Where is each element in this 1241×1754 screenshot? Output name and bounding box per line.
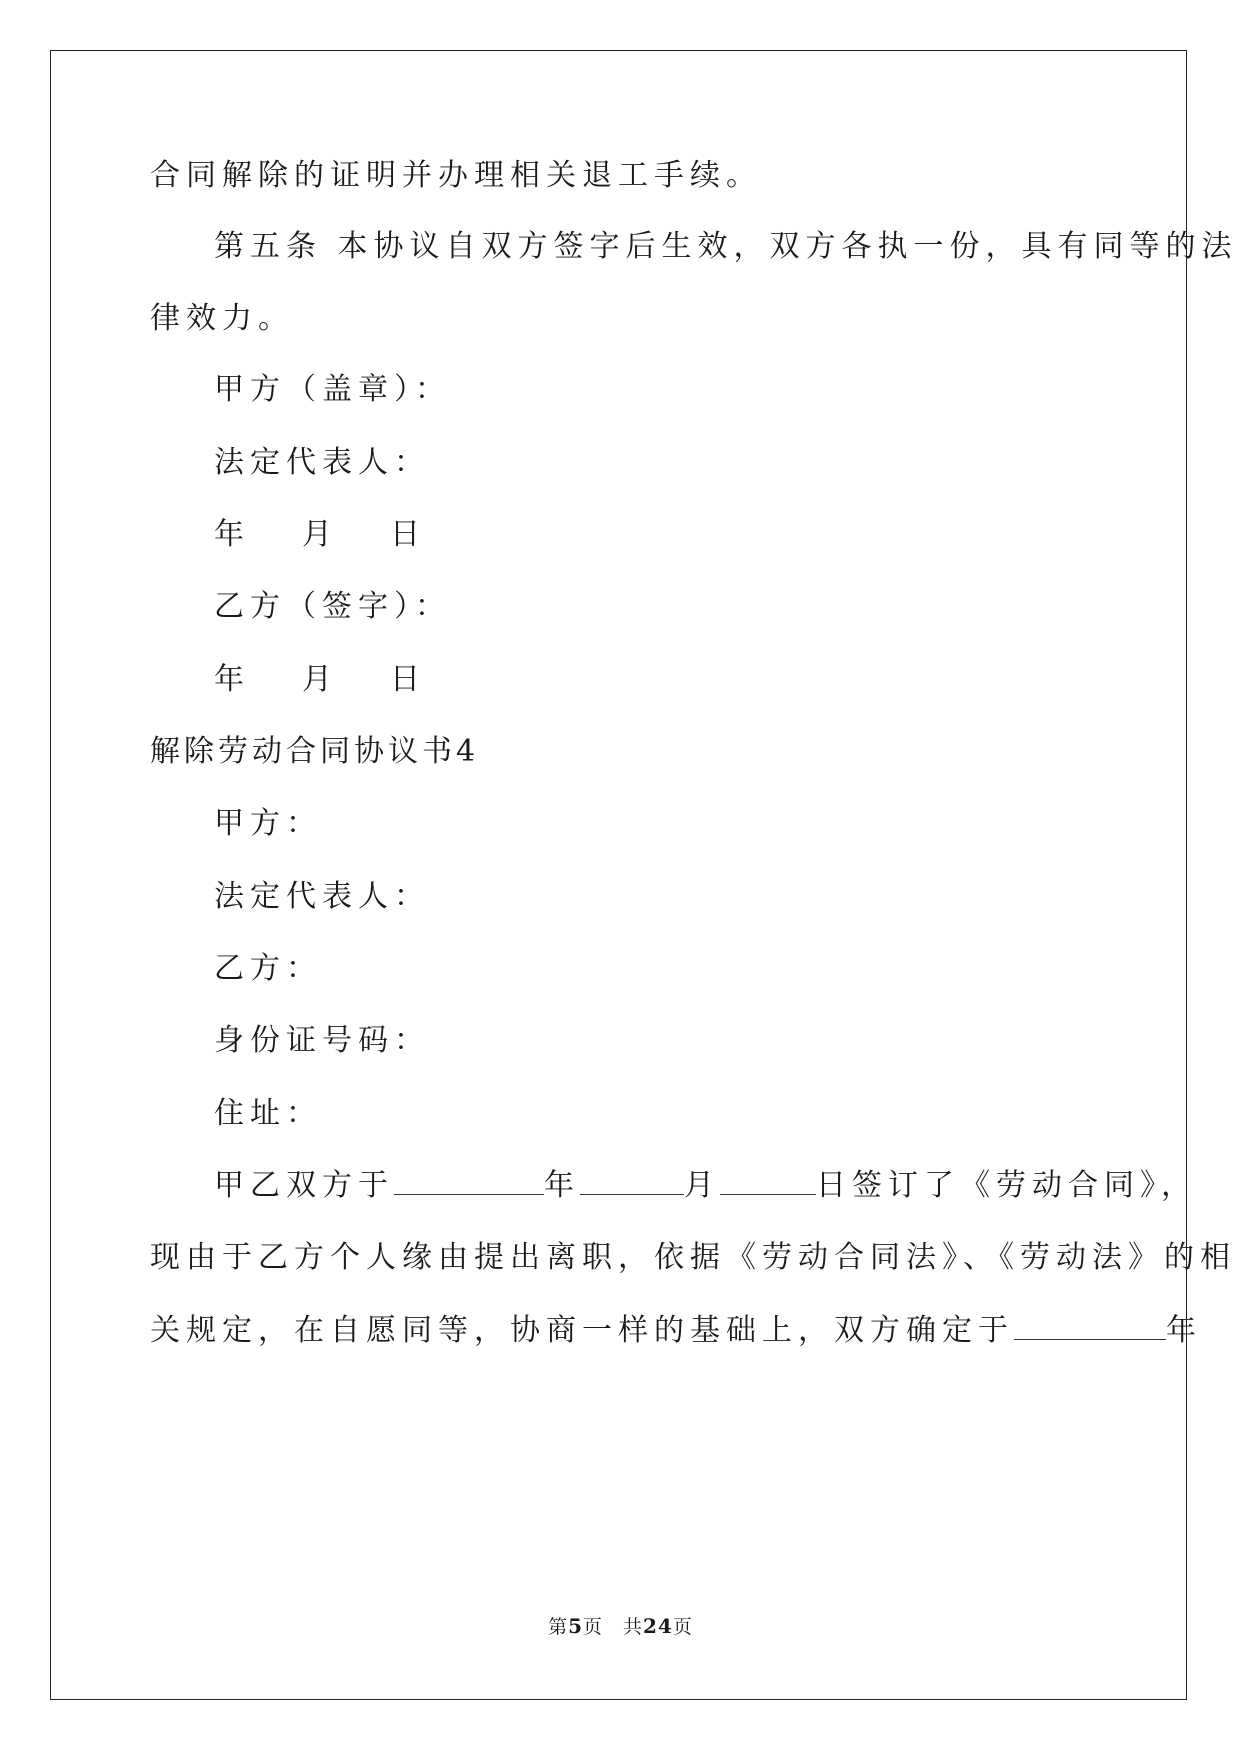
total-pages-number: 24 [643, 1614, 673, 1638]
contract-text: 甲乙双方于 [214, 1168, 394, 1203]
page-footer [0, 1614, 1241, 1639]
footer-mid: 页 共 [583, 1616, 644, 1638]
party-b-label: 乙方： [214, 951, 322, 986]
page-border [50, 50, 1187, 1700]
month-blank [580, 1168, 684, 1195]
address-label: 住址： [214, 1096, 322, 1131]
party-a-label: 甲方： [214, 806, 322, 841]
year-blank [394, 1168, 544, 1195]
footer-suffix: 页 [672, 1616, 693, 1638]
contract-date-line [214, 1166, 1197, 1206]
article-five-line-1: 第五条 本协议自双方签字后生效，双方各执一份，具有同等的法 [214, 229, 1238, 264]
paragraph-line: 合同解除的证明并办理相关退工手续。 [150, 158, 762, 193]
contract-text: 日签订了《劳动合同》， [816, 1168, 1197, 1203]
legal-representative-label: 法定代表人： [214, 879, 430, 914]
section-title: 解除劳动合同协议书4 [150, 734, 480, 769]
contract-text: 关规定，在自愿同等，协商一样的基础上，双方确定于 [150, 1313, 1014, 1348]
paragraph-line: 现由于乙方个人缘由提出离职，依据《劳动合同法》、《劳动法》的相 [150, 1240, 1236, 1275]
current-page-number: 5 [568, 1614, 584, 1638]
paragraph-line [150, 1311, 1202, 1351]
legal-representative-label: 法定代表人： [214, 445, 430, 480]
article-five-line-2: 律效力。 [150, 301, 294, 336]
day-blank [720, 1168, 816, 1195]
footer-prefix: 第 [548, 1616, 569, 1638]
date-line: 年 月 日 [214, 517, 434, 552]
id-number-label: 身份证号码： [214, 1023, 430, 1058]
date-line: 年 月 日 [214, 662, 434, 697]
year-blank [1014, 1313, 1166, 1340]
year-label: 年 [544, 1168, 580, 1203]
party-a-seal-label: 甲方（盖章）： [214, 372, 451, 407]
month-label: 月 [684, 1168, 720, 1203]
party-b-signature-label: 乙方（签字）： [214, 589, 451, 624]
year-label: 年 [1166, 1313, 1202, 1348]
